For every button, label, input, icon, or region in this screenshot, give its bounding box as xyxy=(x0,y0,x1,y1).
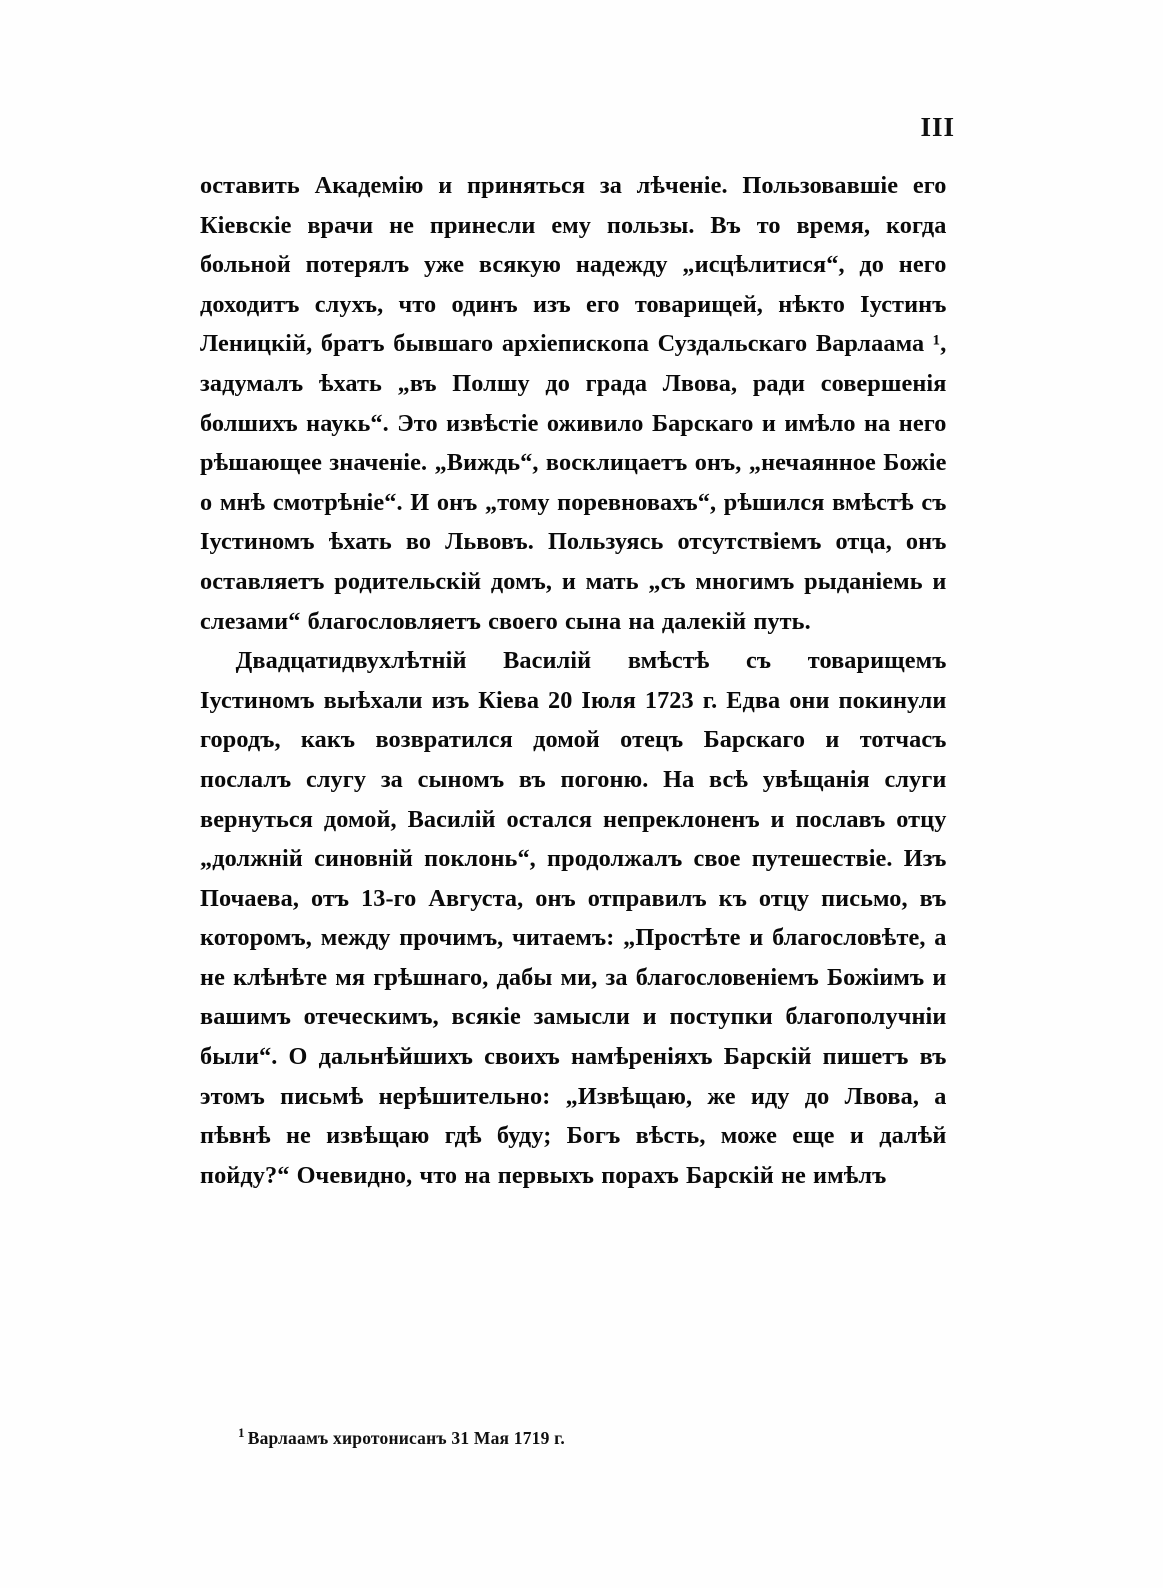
page-number: III xyxy=(920,112,955,142)
paragraph-1: оставить Академію и приняться за лѣченіе. Пользовавшіе его Кіевскіе врачи не принесли ему пользы. Въ то время, когда больной потерялъ уже всякую надежду „исцѣлитися“, до него доходитъ слухъ, что одинъ изъ его товарищей, нѣкто Іустинъ Леницкій, братъ бывшаго архіепископа Суздальскаго Варлаама ¹, задумалъ ѣхать „въ Полшу до града Лвова, ради совершенія болшихъ наукь“. Это извѣстіе оживило Барскаго и имѣло на него рѣшающее значеніе. „Виждь“, восклицаетъ онъ, „нечаянное Божіе о мнѣ смотрѣніе“. И онъ „тому поревновахъ“, рѣшился вмѣстѣ съ Іустиномъ ѣхать во Львовъ. Пользуясь отсутствіемъ отца, онъ оставляетъ родительскій домъ, и мать „съ многимъ рыданіемь и слезами“ благословляетъ своего сына на далекій путь. xyxy=(200,172,947,635)
body-text xyxy=(200,166,954,1195)
paragraph-2: Двадцатидвухлѣтній Василій вмѣстѣ съ товарищемъ Іустиномъ выѣхали изъ Кіева 20 Іюля 1723 г. Едва они покинули городъ, какъ возвратился домой отецъ Барскаго и тотчасъ послалъ слугу за сыномъ въ погоню. На всѣ увѣщанія слуги вернуться домой, Василій остался непреклоненъ и пославъ отцу „должній синовній поклонь“, продолжалъ свое путешествіе. Изъ Почаева, отъ 13-го Августа, онъ отправилъ къ отцу письмо, въ которомъ, между прочимъ, читаемъ: „Простѣте и благословѣте, а не клѣнѣте мя грѣшнаго, дабы ми, за благословеніемъ Божіимъ и вашимъ отеческимъ, всякіе замысли и поступки благополучніи были“. О дальнѣйшихъ своихъ намѣреніяхъ Барскій пишетъ въ этомъ письмѣ нерѣшительно: „Извѣщаю, же иду до Лвова, а пѣвнѣ не извѣщаю гдѣ буду; Богъ вѣсть, може еще и далѣй пойду?“ Очевидно, что на первыхъ порахъ Барскій не имѣлъ xyxy=(200,647,947,1189)
footnote-text: Варлаамъ хиротонисанъ 31 Мая 1719 г. xyxy=(247,1427,565,1448)
footnote-marker: 1 xyxy=(238,1425,245,1440)
footnote xyxy=(238,1421,958,1450)
